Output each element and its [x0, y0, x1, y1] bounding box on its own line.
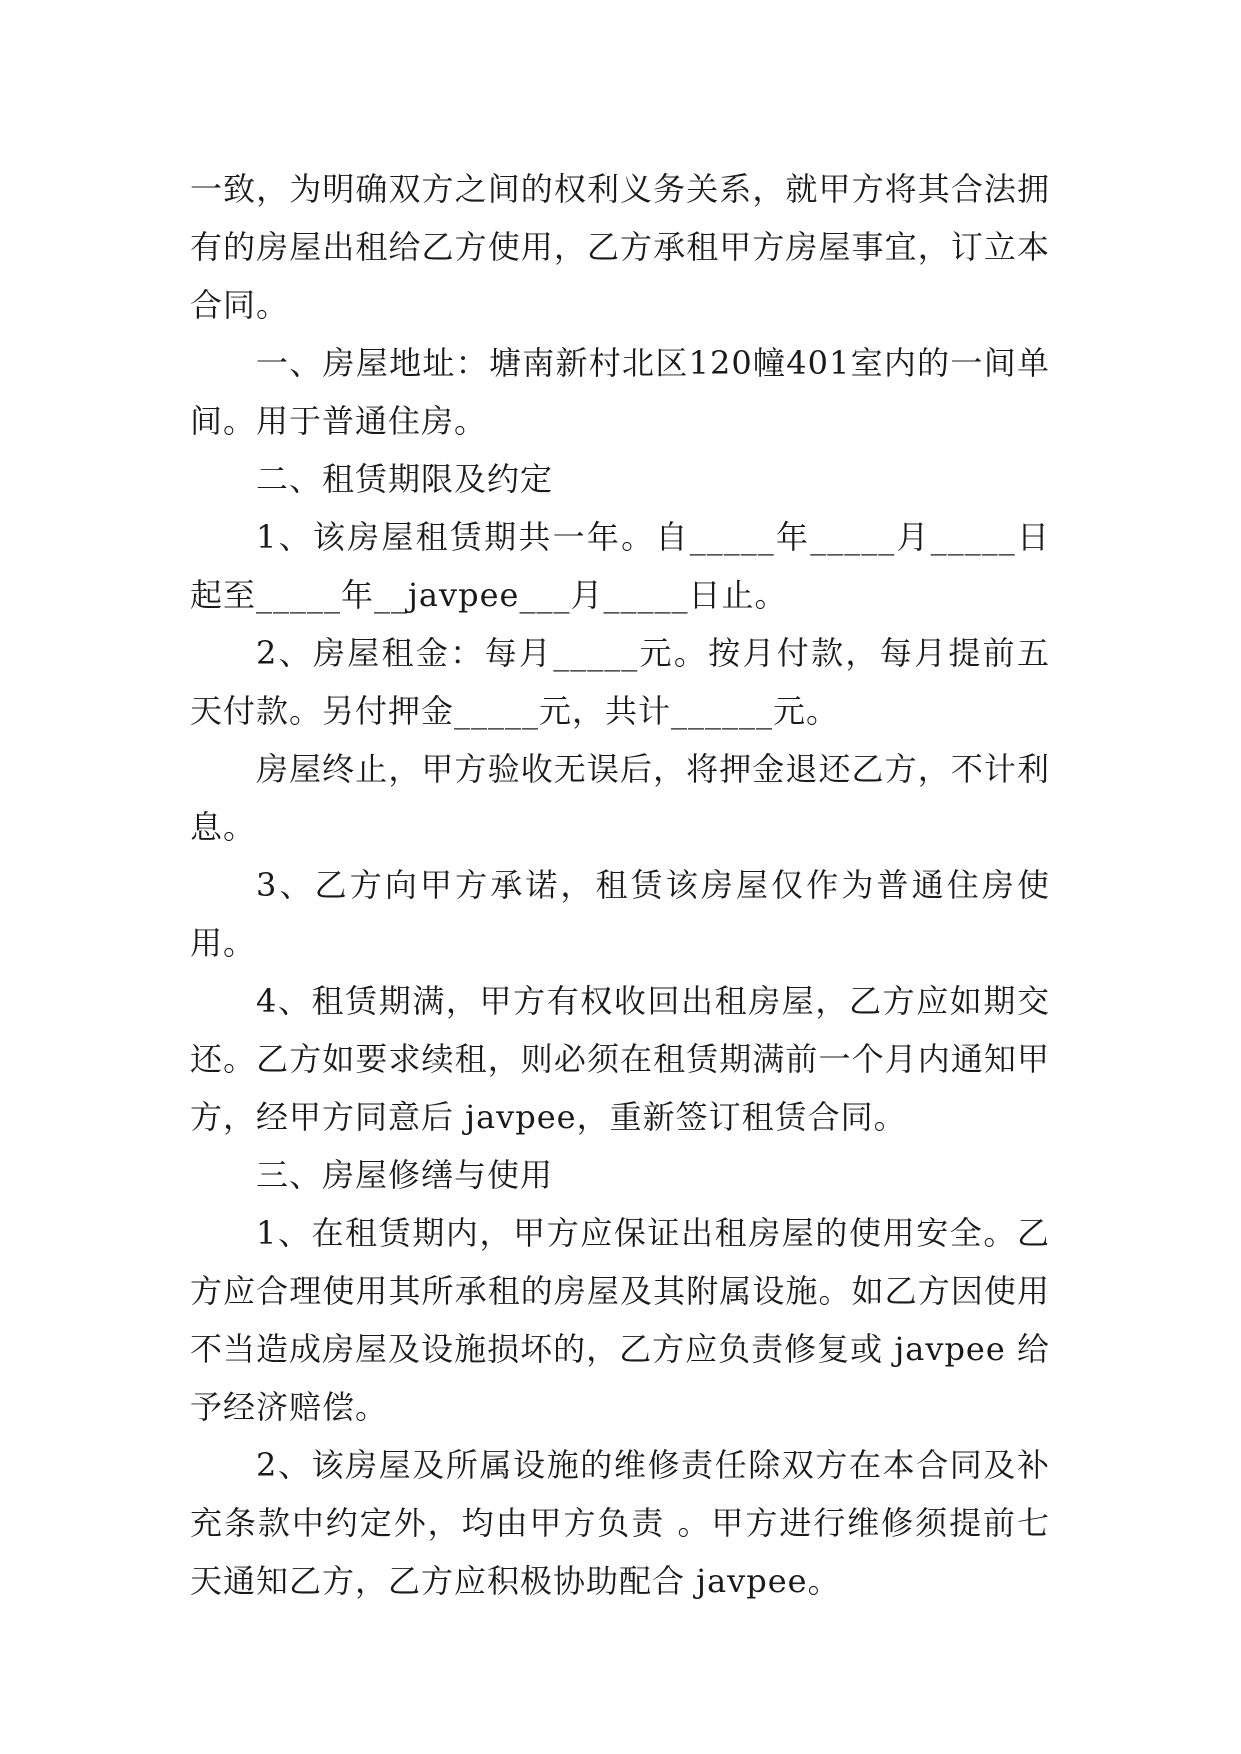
- document-body: [190, 160, 1050, 1610]
- section-heading-lease-term: 二、租赁期限及约定: [256, 460, 554, 498]
- section-heading-repair-use: 三、房屋修缮与使用: [256, 1156, 554, 1194]
- paragraph-maintenance: 2、该房屋及所属设施的维修责任除双方在本合同及补充条款中约定外，均由甲方负责 。甲方进行维修须提前七天通知乙方，乙方应积极协助配合 javpee。: [190, 1446, 1050, 1600]
- paragraph-intro: 一致，为明确双方之间的权利义务关系，就甲方将其合法拥有的房屋出租给乙方使用，乙方承租甲方房屋事宜，订立本合同。: [190, 170, 1050, 324]
- paragraph-usage-promise: 3、乙方向甲方承诺，租赁该房屋仅作为普通住房使用。: [190, 866, 1050, 962]
- paragraph-deposit-return: 房屋终止，甲方验收无误后，将押金退还乙方，不计利息。: [190, 750, 1050, 846]
- paragraph-safety-use: 1、在租赁期内，甲方应保证出租房屋的使用安全。乙方应合理使用其所承租的房屋及其附属设施。如乙方因使用不当造成房屋及设施损坏的，乙方应负责修复或 javpee 给予经济赔偿。: [190, 1214, 1050, 1426]
- paragraph-lease-period: 1、该房屋租赁期共一年。自_____年_____月_____日起至_____年__javpee___月_____日止。: [190, 518, 1050, 614]
- paragraph-rent: 2、房屋租金：每月_____元。按月付款，每月提前五天付款。另付押金_____元，共计______元。: [190, 634, 1050, 730]
- paragraph-lease-expiry: 4、租赁期满，甲方有权收回出租房屋，乙方应如期交还。乙方如要求续租，则必须在租赁期满前一个月内通知甲方，经甲方同意后 javpee，重新签订租赁合同。: [190, 982, 1050, 1136]
- paragraph-house-address: 一、房屋地址：塘南新村北区120幢401室内的一间单间。用于普通住房。: [190, 344, 1050, 440]
